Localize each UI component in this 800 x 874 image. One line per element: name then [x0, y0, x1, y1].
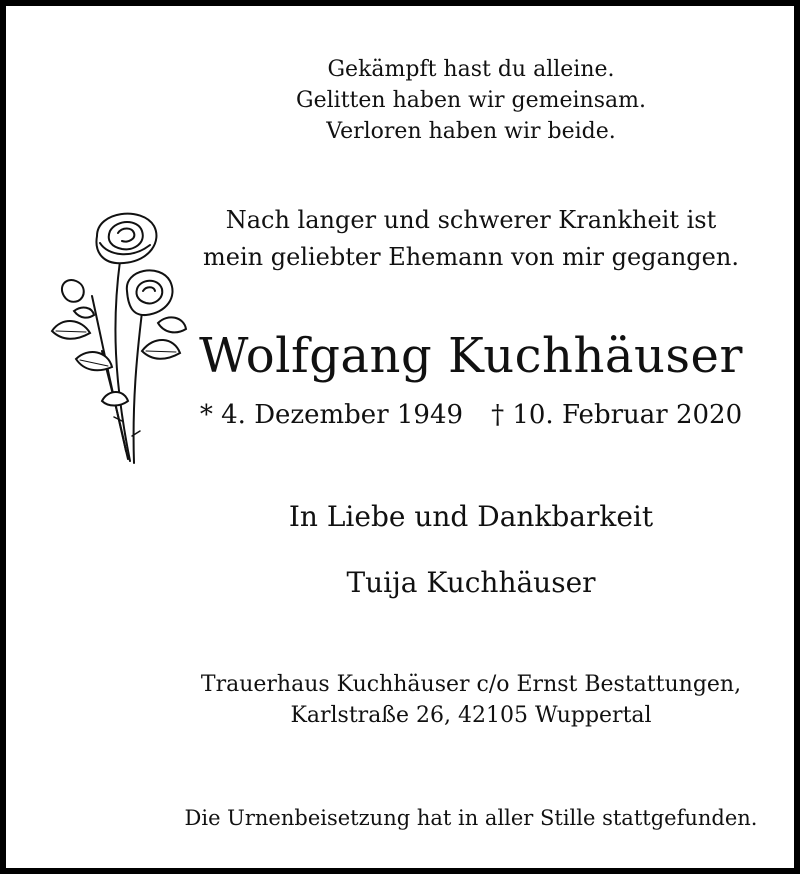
announcement-line-1: Nach langer und schwerer Krankheit ist: [225, 206, 717, 234]
footer-note: Die Urnenbeisetzung hat in aller Stille stattgefunden.: [184, 806, 758, 830]
poem-line-2: Gelitten haben wir gemeinsam.: [296, 88, 646, 113]
life-dates: [156, 400, 786, 430]
deceased-name: Wolfgang Kuchhäuser: [199, 328, 743, 384]
announcement-line-2: mein geliebter Ehemann von mir gegangen.: [203, 243, 739, 271]
poem-line-1: Gekämpft hast du alleine.: [327, 57, 615, 82]
address-line-1: Trauerhaus Kuchhäuser c/o Ernst Bestattungen,: [200, 672, 742, 697]
address-line-2: Karlstraße 26, 42105 Wuppertal: [290, 703, 652, 728]
dedication-text: In Liebe und Dankbarkeit: [288, 500, 654, 533]
poem-line-3: Verloren haben wir beide.: [326, 119, 616, 144]
birth-date: * 4. Dezember 1949: [199, 400, 464, 430]
death-date: † 10. Februar 2020: [491, 400, 743, 430]
mourner-name: Tuija Kuchhäuser: [346, 566, 596, 599]
